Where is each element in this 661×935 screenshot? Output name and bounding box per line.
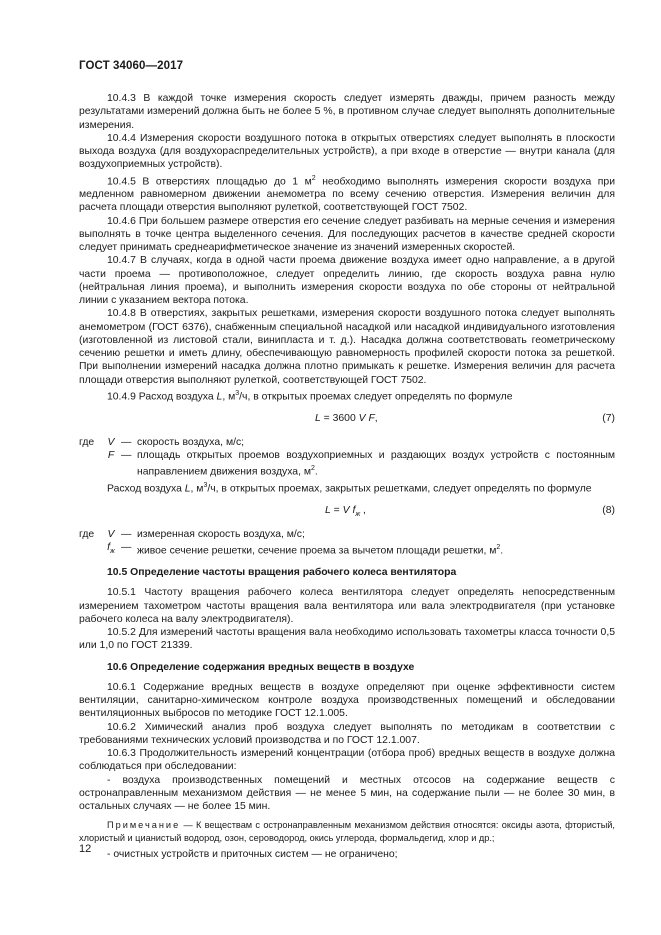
where2-item-v: где V — измеренная скорость воздуха, м/с; — [79, 528, 305, 540]
formula-7-number: (7) — [602, 412, 615, 424]
section-heading-10-5: 10.5 Определение частоты вращения рабочего колеса вентилятора — [107, 567, 457, 579]
paragraph-10-5-2: 10.5.2 Для измерений частоты вращения вала необходимо использовать тахометры класса точности 0,5 или 1,0 по ГОСТ 21339. — [79, 627, 615, 652]
bullet-item-2: - очистных устройств и приточных систем — не ограничено; — [107, 849, 398, 861]
paragraph-10-4-7: 10.4.7 В случаях, когда в одной части проема движение воздуха имеет одно направление, а в другой части проема — противоположное, следует определить линию, где скорость воздуха равна нулю (нейтральная линия проема), и выполнить измерения скорости воздуха по обе стороны от нейтральной линии с указанием вектора потока. — [79, 255, 615, 307]
where-item-f: F — площадь открытых проемов воздухоприемных и раздающих воздух устройств с постоянным направлением движения воздуха, $м^2$. — [107, 449, 615, 478]
formula-7-expression: L = 3600 V F, — [315, 412, 378, 424]
paragraph-10-4-9: 10.4.9 Расход воздуха L, $м^3/ч$, в открытых проемах следует определять по формуле — [107, 389, 513, 403]
paragraph-10-4-8: 10.4.8 В отверстиях, закрытых решетками, измерения скорости воздушного потока следует выполнять анемометром (ГОСТ 6376), снабженным специальной насадкой или насадкой индивидуального изготовления (изготовленной из листовой стали, винипласта и т. д.). Насадка должна соответствовать геометрическому сечению решетки и иметь длину, обеспечивающую равномерность профилей скорости потока за решеткой. При выполнении измерений насадка должна плотно примыкать к решетке. Измерения величин для расчета площади отверстия выполняют рулеткой, соответствующей ГОСТ 7502. — [79, 308, 615, 386]
formula-8-number: (8) — [602, 504, 615, 516]
formula-8-expression: L = V $f_ж$ , — [325, 504, 366, 518]
page-header: ГОСТ 34060—2017 — [79, 60, 184, 72]
paragraph-10-6-1: 10.6.1 Содержание вредных веществ в воздухе определяют при оценке эффективности систем вентиляции, санитарно-химическом контроле воздуха производственных помещений и обследовании вентиляционных выбросов по методике ГОСТ 12.1.005. — [79, 681, 615, 720]
bullet-item-1: - воздуха производственных помещений и местных отсосов на содержание веществ с остронаправленным механизмом действия — не менее 5 мин, на содержание пыли — не более 30 мин, в остальных случаях — не более 15 мин. — [79, 774, 615, 813]
formula-8 — [79, 504, 615, 518]
paragraph-10-6-3: 10.6.3 Продолжительность измерений концентрации (отбора проб) вредных веществ в воздухе должна соблюдаться при обследовании: — [79, 748, 615, 773]
page-number: 12 — [79, 843, 92, 855]
note-label: Примечание — [107, 820, 181, 831]
where-item-v: где V — скорость воздуха, м/с; — [79, 436, 245, 448]
paragraph-10-4-3: 10.4.3 В каждой точке измерения скорость следует измерять дважды, причем разность между результатами измерений должна быть не более 5 %, в противном случае следует выполнять дополнительные измерения. — [79, 93, 615, 131]
paragraph-10-4-5: 10.4.5 В отверстиях площадью до 1 $м^2$ необходимо выполнять измерения скорости воздуха при медленном равномерном движении анемометра по всему сечению отверстия. Измерения величин для расчета площади отверстия выполняют рулеткой, соответствующей ГОСТ 7502. — [79, 174, 615, 214]
section-heading-10-6: 10.6 Определение содержания вредных веществ в воздухе — [107, 661, 415, 673]
formula-7 — [79, 412, 615, 426]
paragraph-10-4-6: 10.4.6 При большем размере отверстия его сечение следует разбивать на мерные сечения и измерения выполнять в точке центра выделенного сечения. Для последующих расчетов в качестве средней скорости следует принимать среднеарифметическое значение из значений измеренных скоростей. — [79, 215, 615, 254]
paragraph-10-5-1: 10.5.1 Частоту вращения рабочего колеса вентилятора следует определять непосредственным измерением тахометром частоты вращения вала вентилятора или вала электродвигателя (при установке рабочего колеса на валу электродвигателя). — [79, 587, 615, 625]
note-text: — К веществам с остронаправленным механизмом действия относятся: оксиды азота, фтористый, хлористый и цианистый водород, озон, сероводород, окись углерода, формальдегид, хлор и др.; — [79, 820, 615, 843]
page-content — [79, 92, 615, 862]
where2-item-f: $f_ж$ — живое сечение решетки, сечение проема за вычетом площади решетки, $м^2$. — [107, 541, 504, 557]
note — [79, 819, 615, 844]
paragraph-10-6-2: 10.6.2 Химический анализ проб воздуха следует выполнять по методикам в соответствии с требованиями технических условий производства и по ГОСТ 12.1.007. — [79, 721, 615, 746]
paragraph-rashod: Расход воздуха L, $м^3/ч$, в открытых проемах, закрытых решетками, следует определять по формуле — [107, 481, 592, 495]
paragraph-10-4-4: 10.4.4 Измерения скорости воздушного потока в открытых отверстиях следует выполнять в плоскости выхода воздуха (для воздухораспределительных устройств), а при входе в отверстие — внутри канала (для воздухоприемных устройств). — [79, 132, 615, 171]
